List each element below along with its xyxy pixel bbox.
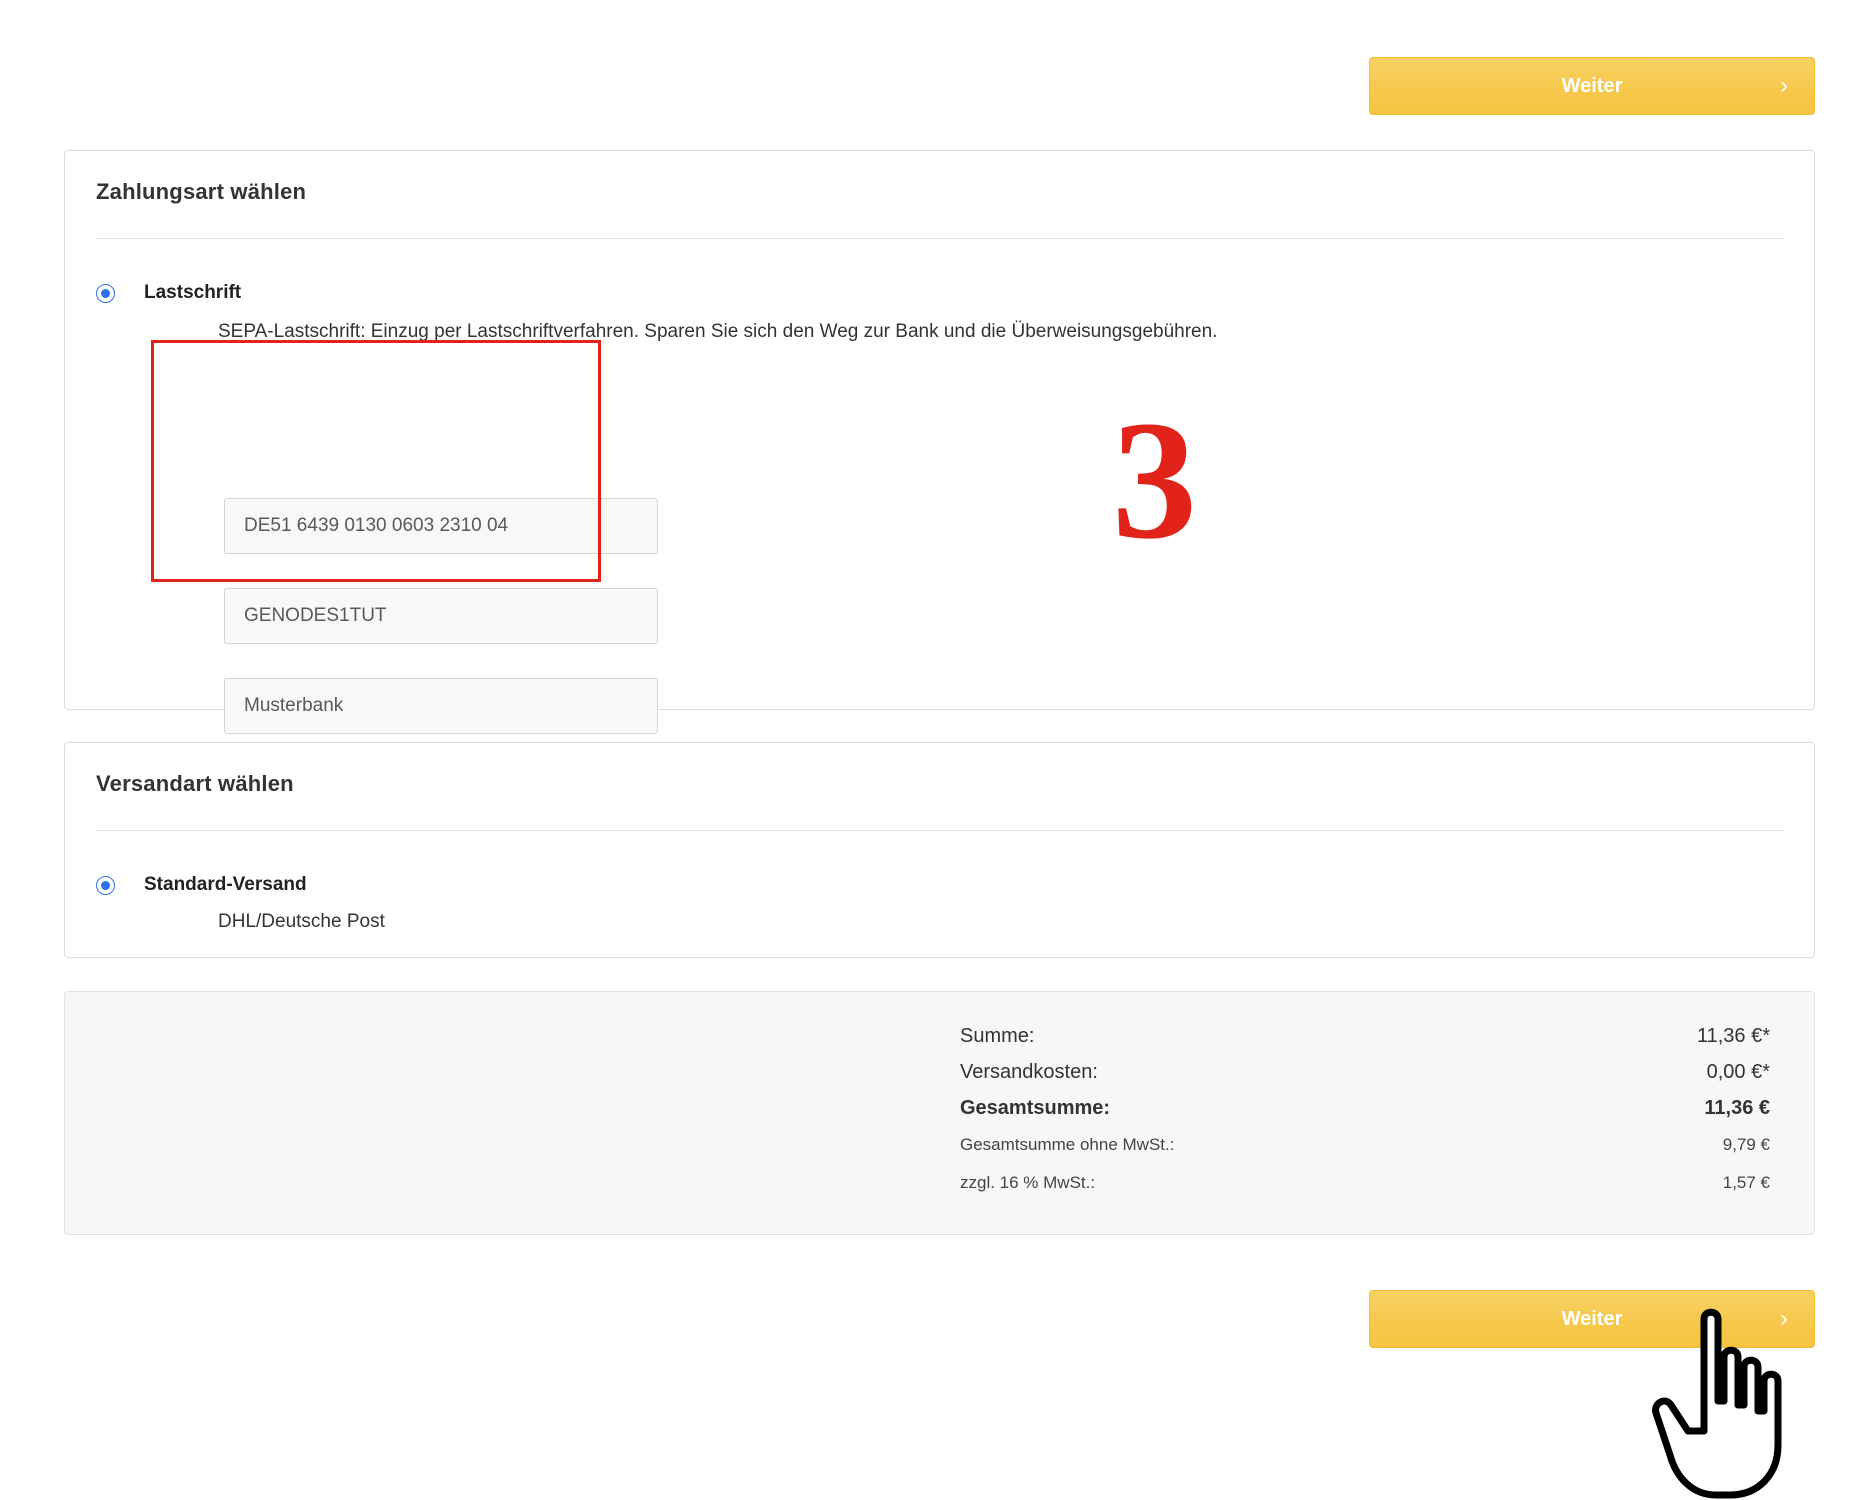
payment-option-label: Lastschrift bbox=[144, 282, 242, 303]
chevron-right-icon: › bbox=[1780, 1305, 1788, 1332]
hand-cursor-icon bbox=[1642, 1305, 1822, 1500]
iban-input[interactable] bbox=[224, 498, 658, 554]
shipping-option-label: Standard-Versand bbox=[144, 874, 307, 895]
totals-value: 0,00 €* bbox=[1706, 1061, 1770, 1083]
totals-value: 11,36 € bbox=[1704, 1097, 1770, 1119]
totals-row bbox=[960, 1018, 1770, 1054]
radio-standard-versand-icon[interactable] bbox=[96, 876, 115, 895]
totals-row bbox=[960, 1054, 1770, 1090]
payment-panel-title: Zahlungsart wählen bbox=[96, 179, 307, 204]
totals-value: 1,57 € bbox=[1722, 1173, 1770, 1192]
shipping-option-description: DHL/Deutsche Post bbox=[218, 911, 385, 932]
totals-label: Gesamtsumme: bbox=[960, 1097, 1111, 1119]
totals-row bbox=[960, 1164, 1770, 1202]
step-number-marker: 3 bbox=[1112, 386, 1197, 574]
totals-row bbox=[960, 1126, 1770, 1164]
shipping-panel-divider bbox=[96, 830, 1783, 831]
order-totals-panel bbox=[64, 991, 1815, 1235]
payment-method-panel bbox=[64, 150, 1815, 716]
shipping-panel-title: Versandart wählen bbox=[96, 771, 294, 796]
payment-option-description: SEPA-Lastschrift: Einzug per Lastschriftverfahren. Sparen Sie sich den Weg zur Bank und die Überweisungsgebühren. bbox=[218, 321, 1218, 342]
payment-panel-divider bbox=[96, 238, 1783, 239]
continue-button-bottom-label: Weiter bbox=[1561, 1307, 1623, 1330]
radio-lastschrift-icon[interactable] bbox=[96, 284, 115, 303]
totals-label: zzgl. 16 % MwSt.: bbox=[960, 1173, 1096, 1192]
continue-button-top-label: Weiter bbox=[1561, 74, 1623, 97]
shipping-method-panel bbox=[64, 742, 1815, 958]
totals-row-grand bbox=[960, 1090, 1770, 1126]
shipping-option-standard[interactable] bbox=[96, 872, 307, 897]
totals-value: 9,79 € bbox=[1722, 1135, 1770, 1154]
payment-option-lastschrift[interactable] bbox=[96, 280, 241, 305]
totals-label: Gesamtsumme ohne MwSt.: bbox=[960, 1135, 1175, 1154]
bank-name-input-value: Musterbank bbox=[244, 695, 344, 716]
totals-label: Versandkosten: bbox=[960, 1061, 1098, 1083]
bank-name-input[interactable] bbox=[224, 678, 658, 734]
iban-input-value: DE51 6439 0130 0603 2310 04 bbox=[244, 515, 509, 536]
totals-value: 11,36 €* bbox=[1696, 1025, 1770, 1047]
chevron-right-icon: › bbox=[1780, 72, 1788, 99]
bic-input-value: GENODES1TUT bbox=[244, 605, 387, 626]
bic-input[interactable] bbox=[224, 588, 658, 644]
totals-label: Summe: bbox=[960, 1025, 1035, 1047]
continue-button-top[interactable] bbox=[1369, 57, 1815, 115]
totals-table bbox=[960, 1018, 1770, 1202]
